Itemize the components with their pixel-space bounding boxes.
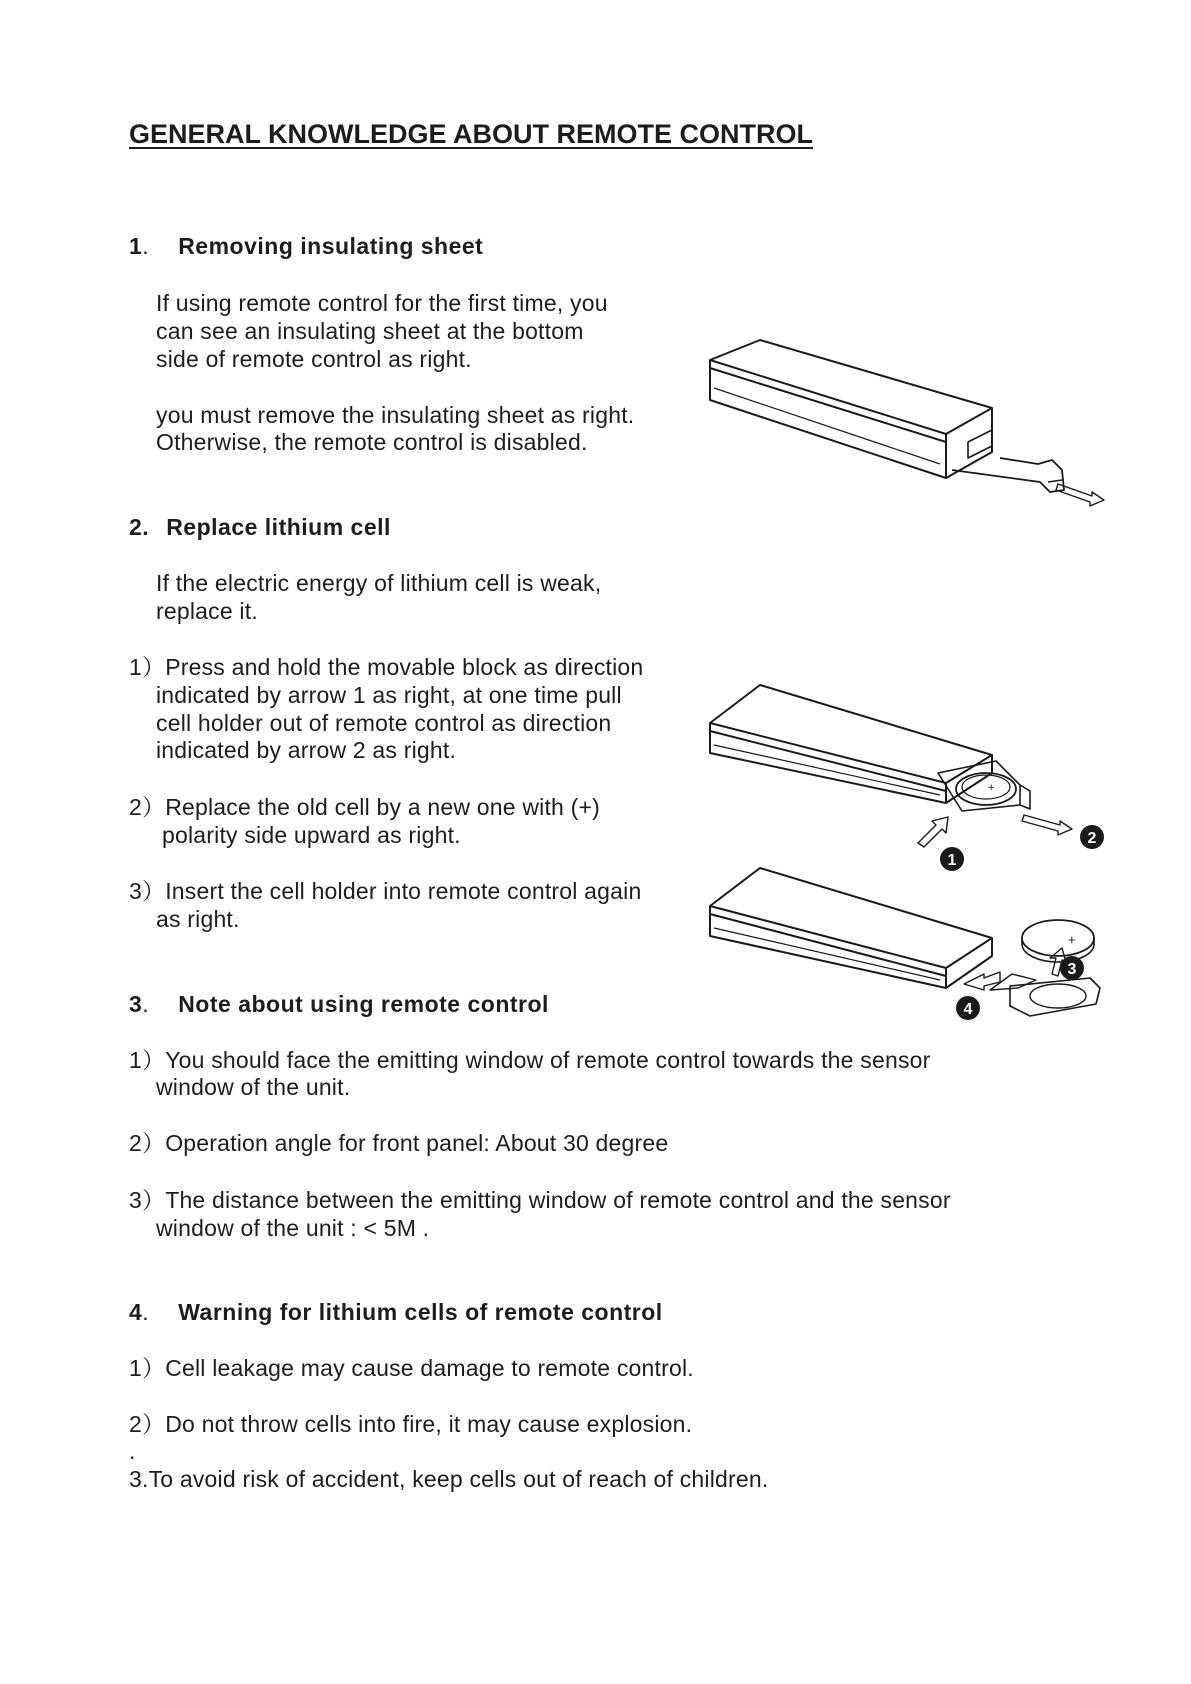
section-4-step: 2）Do not throw cells into fire, it may cause explosion.: [129, 1411, 693, 1437]
section-2-step: 1）Press and hold the movable block as direction: [129, 654, 644, 680]
step-marker-3: 3: [1067, 961, 1077, 978]
section-3-line: window of the unit.: [156, 1074, 351, 1100]
section-2-line: as right.: [156, 906, 240, 932]
section-title: Note about using remote control: [178, 991, 549, 1017]
new-cell-polarity-label: +: [1068, 932, 1076, 947]
section-4-dot: .: [129, 1438, 136, 1464]
section-4-step: 1）Cell leakage may cause damage to remote control.: [129, 1355, 694, 1381]
section-2-line: replace it.: [156, 598, 258, 624]
section-4-step: 3.To avoid risk of accident, keep cells out of reach of children.: [129, 1466, 769, 1492]
section-3-line: window of the unit : < 5M .: [156, 1215, 430, 1241]
section-4-heading: [129, 1298, 663, 1326]
section-number-separator: .: [142, 233, 150, 259]
section-3-step: 1）You should face the emitting window of remote control towards the sensor: [129, 1047, 931, 1073]
remote-remove-cell-holder-illustration: [700, 675, 1110, 875]
section-title: Removing insulating sheet: [178, 233, 484, 259]
arrow-marker-1: 1: [947, 852, 957, 869]
section-title: Replace lithium cell: [166, 514, 391, 540]
section-2-step: 2）Replace the old cell by a new one with (+): [129, 794, 600, 820]
section-3-step: 2）Operation angle for front panel: About 30 degree: [129, 1130, 669, 1156]
section-2-line: If the electric energy of lithium cell is weak,: [156, 570, 602, 596]
section-2-line: polarity side upward as right.: [162, 822, 461, 848]
section-number: 1: [129, 233, 143, 259]
page-title: GENERAL KNOWLEDGE ABOUT REMOTE CONTROL: [129, 119, 813, 149]
section-1-line: you must remove the insulating sheet as right.: [156, 402, 635, 428]
section-1-heading: [129, 232, 483, 260]
section-1-line: If using remote control for the first time, you: [156, 290, 608, 316]
section-3-step: 3）The distance between the emitting window of remote control and the sensor: [129, 1187, 951, 1213]
section-number: 2.: [129, 514, 150, 540]
section-number-separator: .: [142, 1299, 150, 1325]
section-1-line: can see an insulating sheet at the bottom: [156, 318, 584, 344]
remote-insert-cell-illustration: [700, 858, 1110, 1038]
section-1-line: side of remote control as right.: [156, 346, 472, 372]
step-marker-4: 4: [963, 1001, 973, 1018]
section-number: 3: [129, 991, 143, 1017]
section-2-line: indicated by arrow 1 as right, at one time pull: [156, 682, 622, 708]
remote-insulating-sheet-illustration: [700, 330, 1110, 510]
section-2-heading: [129, 513, 391, 541]
section-2-line: cell holder out of remote control as direction: [156, 710, 612, 736]
arrow-marker-2: 2: [1087, 830, 1097, 847]
section-title: Warning for lithium cells of remote control: [178, 1299, 663, 1325]
section-3-heading: [129, 990, 549, 1018]
cell-polarity-label: +: [988, 782, 995, 794]
section-2-step: 3）Insert the cell holder into remote control again: [129, 878, 642, 904]
section-2-line: indicated by arrow 2 as right.: [156, 737, 457, 763]
section-number-separator: .: [142, 991, 150, 1017]
section-1-line: Otherwise, the remote control is disabled.: [156, 429, 588, 455]
section-number: 4: [129, 1299, 143, 1325]
